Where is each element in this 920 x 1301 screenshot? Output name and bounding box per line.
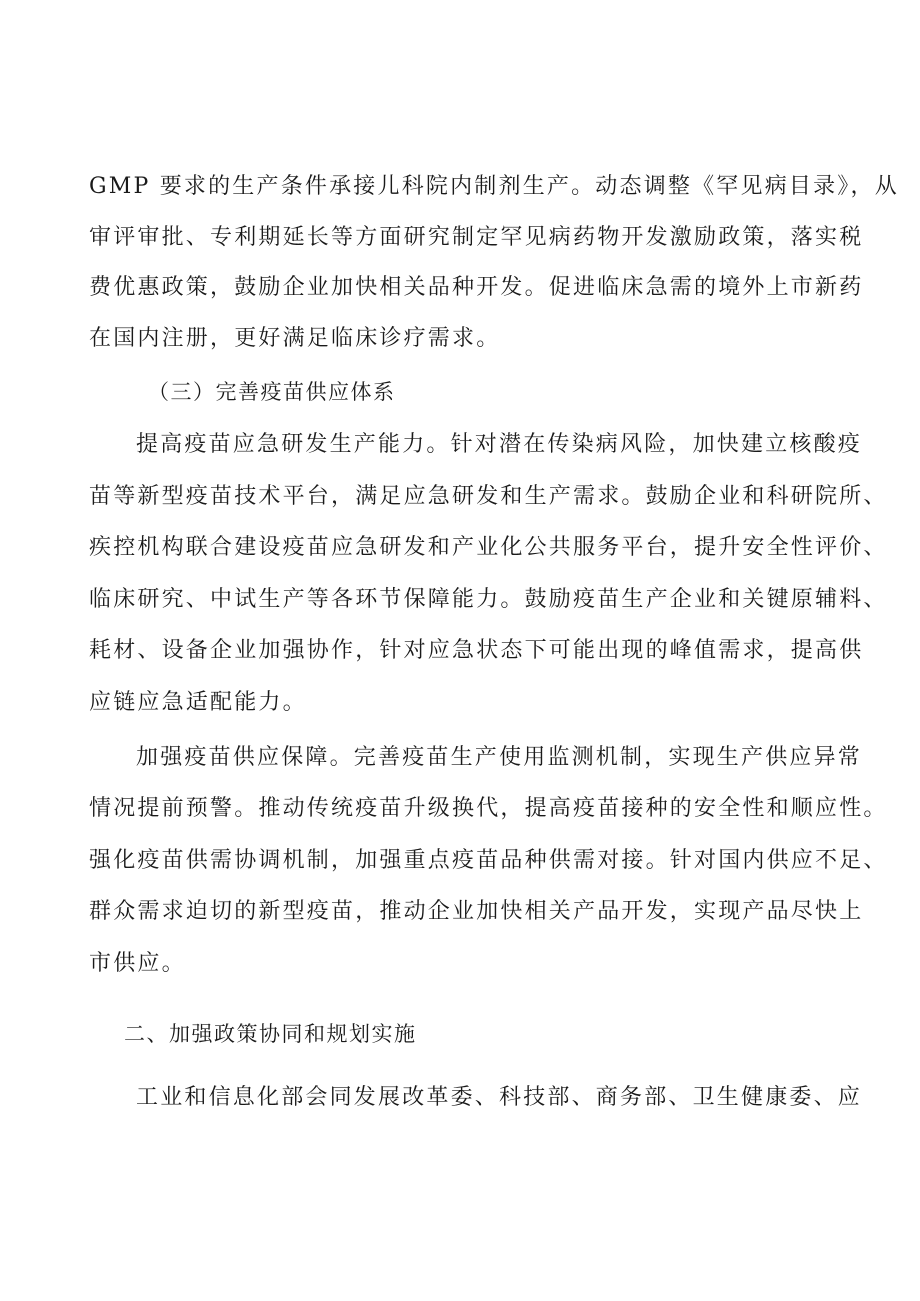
paragraph-line: 市供应。 (89, 951, 186, 976)
section-heading-vaccine-supply: （三）完善疫苗供应体系 (148, 380, 396, 404)
paragraph-line: 疾控机构联合建设疫苗应急研发和产业化公共服务平台，提升安全性评价、 (89, 535, 888, 560)
paragraph-line: 费优惠政策，鼓励企业加快相关品种开发。促进临床急需的境外上市新药 (89, 275, 864, 300)
paragraph-line: 临床研究、中试生产等各环节保障能力。鼓励疫苗生产企业和关键原辅料、 (89, 587, 888, 612)
paragraph-line: 应链应急适配能力。 (89, 690, 307, 715)
paragraph-line: 情况提前预警。推动传统疫苗升级换代，提高疫苗接种的安全性和顺应性。 (89, 796, 888, 821)
paragraph-line: 审评审批、专利期延长等方面研究制定罕见病药物开发激励政策，落实税 (89, 225, 864, 250)
paragraph-line: GMP 要求的生产条件承接儿科院内制剂生产。动态调整《罕见病目录》，从 (89, 174, 899, 199)
paragraph-line: 提高疫苗应急研发生产能力。针对潜在传染病风险，加快建立核酸疫 (136, 432, 863, 457)
paragraph-line: 耗材、设备企业加强协作，针对应急状态下可能出现的峰值需求，提高供 (89, 638, 864, 663)
paragraph-line: 工业和信息化部会同发展改革委、科技部、商务部、卫生健康委、应 (136, 1085, 863, 1110)
paragraph-line: 群众需求迫切的新型疫苗，推动企业加快相关产品开发，实现产品尽快上 (89, 899, 864, 924)
paragraph-line: 在国内注册，更好满足临床诊疗需求。 (89, 326, 501, 351)
part-heading-policy-coordination: 二、加强政策协同和规划实施 (124, 1022, 417, 1046)
paragraph-line: 加强疫苗供应保障。完善疫苗生产使用监测机制，实现生产供应异常 (136, 745, 863, 770)
paragraph-line: 苗等新型疫苗技术平台，满足应急研发和生产需求。鼓励企业和科研院所、 (89, 484, 888, 509)
paragraph-line: 强化疫苗供需协调机制，加强重点疫苗品种供需对接。针对国内供应不足、 (89, 848, 888, 873)
